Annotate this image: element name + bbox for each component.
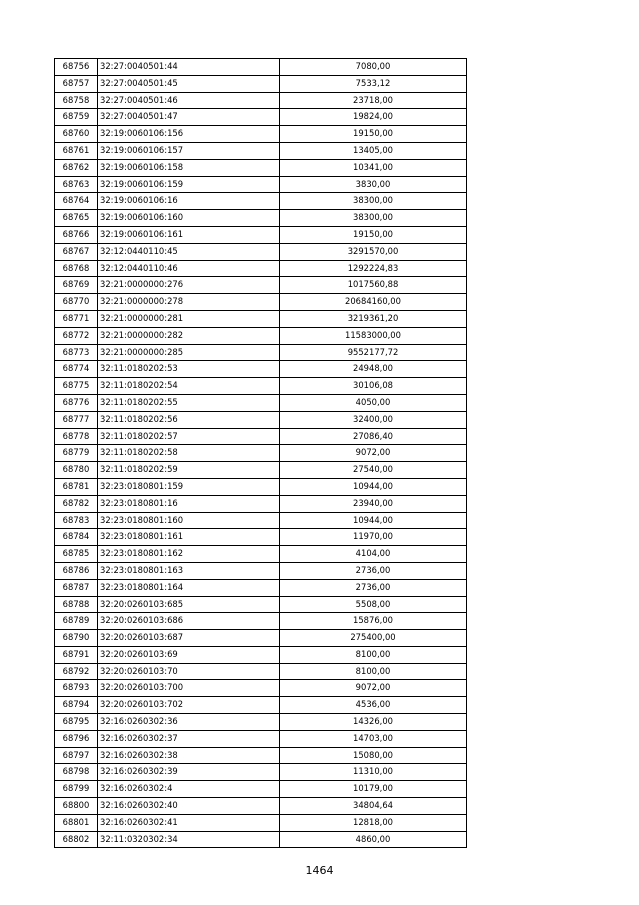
cadastral-number-cell: 32:11:0180202:59 [98, 462, 280, 479]
value-cell: 14703,00 [280, 730, 467, 747]
cadastral-number-cell: 32:19:0060106:158 [98, 159, 280, 176]
row-number-cell: 68776 [55, 394, 98, 411]
cadastral-number-cell: 32:20:0260103:69 [98, 646, 280, 663]
value-cell: 15080,00 [280, 747, 467, 764]
table-row [55, 176, 467, 193]
row-number-cell: 68768 [55, 260, 98, 277]
value-cell: 27086,40 [280, 428, 467, 445]
cadastral-number-cell: 32:11:0180202:54 [98, 378, 280, 395]
row-number-cell: 68800 [55, 798, 98, 815]
value-cell: 9072,00 [280, 445, 467, 462]
table-row [55, 730, 467, 747]
value-cell: 7080,00 [280, 59, 467, 76]
value-cell: 2736,00 [280, 579, 467, 596]
value-cell: 38300,00 [280, 193, 467, 210]
cadastral-number-cell: 32:11:0180202:55 [98, 394, 280, 411]
cadastral-number-cell: 32:21:0000000:281 [98, 310, 280, 327]
table-row [55, 747, 467, 764]
cadastral-number-cell: 32:12:0440110:46 [98, 260, 280, 277]
table-row [55, 59, 467, 76]
row-number-cell: 68790 [55, 630, 98, 647]
cadastral-number-cell: 32:12:0440110:45 [98, 243, 280, 260]
row-number-cell: 68801 [55, 814, 98, 831]
value-cell: 27540,00 [280, 462, 467, 479]
row-number-cell: 68788 [55, 596, 98, 613]
table-row [55, 378, 467, 395]
cadastral-number-cell: 32:21:0000000:276 [98, 277, 280, 294]
cadastral-number-cell: 32:23:0180801:159 [98, 478, 280, 495]
table-row [55, 562, 467, 579]
row-number-cell: 68802 [55, 831, 98, 848]
cadastral-number-cell: 32:20:0260103:702 [98, 697, 280, 714]
row-number-cell: 68769 [55, 277, 98, 294]
cadastral-number-cell: 32:23:0180801:160 [98, 512, 280, 529]
row-number-cell: 68771 [55, 310, 98, 327]
table-row [55, 327, 467, 344]
table-row [55, 697, 467, 714]
cadastral-number-cell: 32:23:0180801:164 [98, 579, 280, 596]
row-number-cell: 68759 [55, 109, 98, 126]
row-number-cell: 68783 [55, 512, 98, 529]
table-row [55, 92, 467, 109]
value-cell: 38300,00 [280, 210, 467, 227]
value-cell: 13405,00 [280, 142, 467, 159]
table-row [55, 781, 467, 798]
table-row [55, 798, 467, 815]
cadastral-number-cell: 32:19:0060106:160 [98, 210, 280, 227]
table-row [55, 310, 467, 327]
value-cell: 7533,12 [280, 75, 467, 92]
cadastral-number-cell: 32:21:0000000:285 [98, 344, 280, 361]
row-number-cell: 68775 [55, 378, 98, 395]
value-cell: 10944,00 [280, 512, 467, 529]
value-cell: 3291570,00 [280, 243, 467, 260]
records-table [54, 58, 467, 848]
value-cell: 8100,00 [280, 663, 467, 680]
value-cell: 11310,00 [280, 764, 467, 781]
cadastral-number-cell: 32:23:0180801:161 [98, 529, 280, 546]
value-cell: 10341,00 [280, 159, 467, 176]
value-cell: 4104,00 [280, 546, 467, 563]
table-row [55, 126, 467, 143]
cadastral-number-cell: 32:27:0040501:44 [98, 59, 280, 76]
cadastral-number-cell: 32:19:0060106:159 [98, 176, 280, 193]
table-row [55, 764, 467, 781]
value-cell: 1017560,88 [280, 277, 467, 294]
cadastral-number-cell: 32:19:0060106:157 [98, 142, 280, 159]
cadastral-number-cell: 32:21:0000000:282 [98, 327, 280, 344]
row-number-cell: 68756 [55, 59, 98, 76]
table-row [55, 394, 467, 411]
row-number-cell: 68765 [55, 210, 98, 227]
row-number-cell: 68796 [55, 730, 98, 747]
table-row [55, 344, 467, 361]
row-number-cell: 68757 [55, 75, 98, 92]
row-number-cell: 68798 [55, 764, 98, 781]
row-number-cell: 68786 [55, 562, 98, 579]
cadastral-number-cell: 32:16:0260302:37 [98, 730, 280, 747]
table-row [55, 680, 467, 697]
row-number-cell: 68760 [55, 126, 98, 143]
table-row [55, 663, 467, 680]
table-row [55, 596, 467, 613]
row-number-cell: 68772 [55, 327, 98, 344]
table-row [55, 277, 467, 294]
table-row [55, 478, 467, 495]
value-cell: 12818,00 [280, 814, 467, 831]
row-number-cell: 68797 [55, 747, 98, 764]
cadastral-number-cell: 32:20:0260103:686 [98, 613, 280, 630]
row-number-cell: 68782 [55, 495, 98, 512]
cadastral-number-cell: 32:20:0260103:685 [98, 596, 280, 613]
value-cell: 2736,00 [280, 562, 467, 579]
table-row [55, 630, 467, 647]
table-row [55, 529, 467, 546]
cadastral-number-cell: 32:16:0260302:39 [98, 764, 280, 781]
row-number-cell: 68762 [55, 159, 98, 176]
cadastral-number-cell: 32:16:0260302:36 [98, 714, 280, 731]
row-number-cell: 68794 [55, 697, 98, 714]
table-row [55, 210, 467, 227]
table-row [55, 462, 467, 479]
records-table-body [55, 59, 467, 848]
value-cell: 23718,00 [280, 92, 467, 109]
row-number-cell: 68792 [55, 663, 98, 680]
value-cell: 1292224,83 [280, 260, 467, 277]
value-cell: 10944,00 [280, 478, 467, 495]
table-row [55, 294, 467, 311]
value-cell: 11583000,00 [280, 327, 467, 344]
cadastral-number-cell: 32:21:0000000:278 [98, 294, 280, 311]
table-row [55, 75, 467, 92]
table-row [55, 428, 467, 445]
row-number-cell: 68774 [55, 361, 98, 378]
value-cell: 14326,00 [280, 714, 467, 731]
table-row [55, 613, 467, 630]
cadastral-number-cell: 32:11:0180202:58 [98, 445, 280, 462]
value-cell: 8100,00 [280, 646, 467, 663]
row-number-cell: 68799 [55, 781, 98, 798]
value-cell: 9072,00 [280, 680, 467, 697]
row-number-cell: 68761 [55, 142, 98, 159]
value-cell: 4860,00 [280, 831, 467, 848]
table-row [55, 579, 467, 596]
cadastral-number-cell: 32:23:0180801:162 [98, 546, 280, 563]
value-cell: 24948,00 [280, 361, 467, 378]
value-cell: 5508,00 [280, 596, 467, 613]
row-number-cell: 68758 [55, 92, 98, 109]
cadastral-number-cell: 32:11:0180202:53 [98, 361, 280, 378]
value-cell: 4050,00 [280, 394, 467, 411]
cadastral-number-cell: 32:23:0180801:16 [98, 495, 280, 512]
row-number-cell: 68785 [55, 546, 98, 563]
row-number-cell: 68781 [55, 478, 98, 495]
value-cell: 15876,00 [280, 613, 467, 630]
cadastral-number-cell: 32:27:0040501:46 [98, 92, 280, 109]
table-row [55, 142, 467, 159]
cadastral-number-cell: 32:11:0180202:57 [98, 428, 280, 445]
row-number-cell: 68773 [55, 344, 98, 361]
value-cell: 11970,00 [280, 529, 467, 546]
table-row [55, 193, 467, 210]
table-row [55, 512, 467, 529]
value-cell: 3830,00 [280, 176, 467, 193]
cadastral-number-cell: 32:20:0260103:687 [98, 630, 280, 647]
cadastral-number-cell: 32:19:0060106:161 [98, 226, 280, 243]
row-number-cell: 68784 [55, 529, 98, 546]
table-row [55, 495, 467, 512]
value-cell: 19150,00 [280, 126, 467, 143]
table-row [55, 646, 467, 663]
table-row [55, 445, 467, 462]
cadastral-number-cell: 32:11:0180202:56 [98, 411, 280, 428]
cadastral-number-cell: 32:27:0040501:45 [98, 75, 280, 92]
table-row [55, 831, 467, 848]
table-row [55, 814, 467, 831]
row-number-cell: 68780 [55, 462, 98, 479]
row-number-cell: 68770 [55, 294, 98, 311]
table-row [55, 109, 467, 126]
table-row [55, 714, 467, 731]
cadastral-number-cell: 32:16:0260302:38 [98, 747, 280, 764]
cadastral-number-cell: 32:19:0060106:16 [98, 193, 280, 210]
value-cell: 9552177,72 [280, 344, 467, 361]
row-number-cell: 68791 [55, 646, 98, 663]
table-row [55, 361, 467, 378]
row-number-cell: 68795 [55, 714, 98, 731]
value-cell: 3219361,20 [280, 310, 467, 327]
cadastral-number-cell: 32:11:0320302:34 [98, 831, 280, 848]
value-cell: 4536,00 [280, 697, 467, 714]
row-number-cell: 68764 [55, 193, 98, 210]
row-number-cell: 68793 [55, 680, 98, 697]
value-cell: 30106,08 [280, 378, 467, 395]
row-number-cell: 68777 [55, 411, 98, 428]
cadastral-number-cell: 32:19:0060106:156 [98, 126, 280, 143]
value-cell: 10179,00 [280, 781, 467, 798]
value-cell: 23940,00 [280, 495, 467, 512]
value-cell: 19824,00 [280, 109, 467, 126]
table-row [55, 226, 467, 243]
row-number-cell: 68763 [55, 176, 98, 193]
row-number-cell: 68767 [55, 243, 98, 260]
row-number-cell: 68789 [55, 613, 98, 630]
table-row [55, 159, 467, 176]
table-row [55, 546, 467, 563]
value-cell: 20684160,00 [280, 294, 467, 311]
value-cell: 34804,64 [280, 798, 467, 815]
cadastral-number-cell: 32:16:0260302:40 [98, 798, 280, 815]
cadastral-number-cell: 32:20:0260103:70 [98, 663, 280, 680]
table-row [55, 243, 467, 260]
cadastral-number-cell: 32:16:0260302:41 [98, 814, 280, 831]
table-row [55, 411, 467, 428]
page-number: 1464 [305, 864, 334, 877]
value-cell: 275400,00 [280, 630, 467, 647]
cadastral-number-cell: 32:20:0260103:700 [98, 680, 280, 697]
value-cell: 32400,00 [280, 411, 467, 428]
row-number-cell: 68778 [55, 428, 98, 445]
records-table-container [54, 58, 466, 848]
table-row [55, 260, 467, 277]
cadastral-number-cell: 32:23:0180801:163 [98, 562, 280, 579]
row-number-cell: 68787 [55, 579, 98, 596]
cadastral-number-cell: 32:27:0040501:47 [98, 109, 280, 126]
value-cell: 19150,00 [280, 226, 467, 243]
row-number-cell: 68779 [55, 445, 98, 462]
row-number-cell: 68766 [55, 226, 98, 243]
cadastral-number-cell: 32:16:0260302:4 [98, 781, 280, 798]
